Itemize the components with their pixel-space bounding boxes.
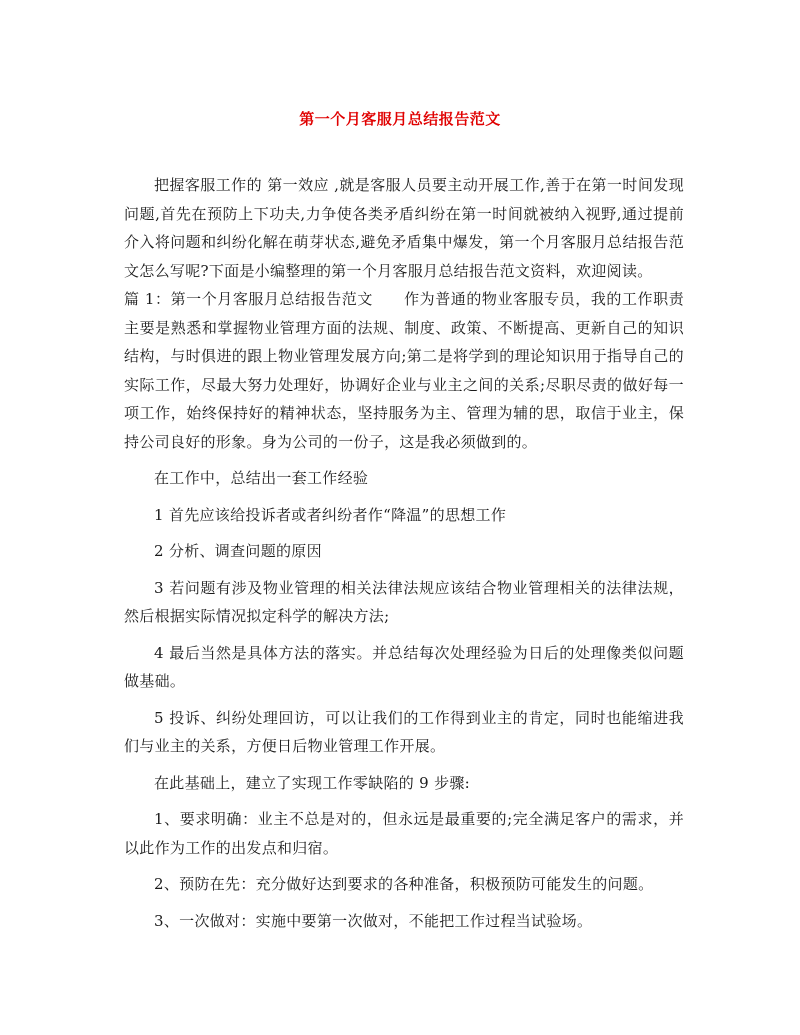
intro-paragraph: 把握客服工作的 第一效应 ,就是客服人员要主动开展工作,善于在第一时间发现问题,首先在预防上下功夫,力争使各类矛盾纠纷在第一时间就被纳入视野,通过提前介入将问题和纠纷化解在萌芽状态,避免矛盾集中爆发，第一个月客服月总结报告范文怎么写呢?下面是小编整理的第一个月客服月总结报告范文资料，欢迎阅读。: [124, 176, 684, 280]
step-2: 2、预防在先：充分做好达到要求的各种准备，积极预防可能发生的问题。: [154, 875, 654, 893]
experience-item-2: 2 分析、调查问题的原因: [154, 542, 322, 560]
steps-heading: 在此基础上，建立了实现工作零缺陷的 9 步骤:: [154, 773, 471, 792]
experience-item-5: 5 投诉、纠纷处理回访，可以让我们的工作得到业主的肯定，同时也能缩进我们与业主的关系，方便日后物业管理工作开展。: [124, 708, 684, 755]
step-1: 1、要求明确：业主不总是对的，但永远是最重要的;完全满足客户的需求，并以此作为工作的出发点和归宿。: [124, 810, 684, 857]
experience-item-3: 3 若问题有涉及物业管理的相关法律法规应该结合物业管理相关的法律法规，然后根据实际情况拟定科学的解决方法;: [124, 578, 684, 625]
step-3: 3、一次做对：实施中要第一次做对，不能把工作过程当试验场。: [154, 911, 593, 930]
experience-heading: 在工作中，总结出一套工作经验: [154, 469, 369, 487]
document-title: 第一个月客服月总结报告范文: [299, 110, 501, 128]
section-1-paragraph: 篇 1：第一个月客服月总结报告范文 作为普通的物业客服专员，我的工作职责主要是熟悉和掌握物业管理方面的法规、制度、政策、不断提高、更新自己的知识结构，与时俱进的跟上物业管理发展方向;第二是将学到的理论知识用于指导自己的实际工作，尽最大努力处理好，协调好企业与业主之间的关系;尽职尽责的做好每一项工作，始终保持好的精神状态，坚持服务为主、管理为辅的思，取信于业主，保持公司良好的形象。身为公司的一份子，这是我必须做到的。: [124, 290, 684, 451]
document-body: [124, 171, 684, 935]
experience-item-4: 4 最后当然是具体方法的落实。并总结每次处理经验为日后的处理像类似问题做基础。: [124, 643, 684, 690]
experience-item-1: 1 首先应该给投诉者或者纠纷者作“降温”的思想工作: [154, 505, 507, 524]
